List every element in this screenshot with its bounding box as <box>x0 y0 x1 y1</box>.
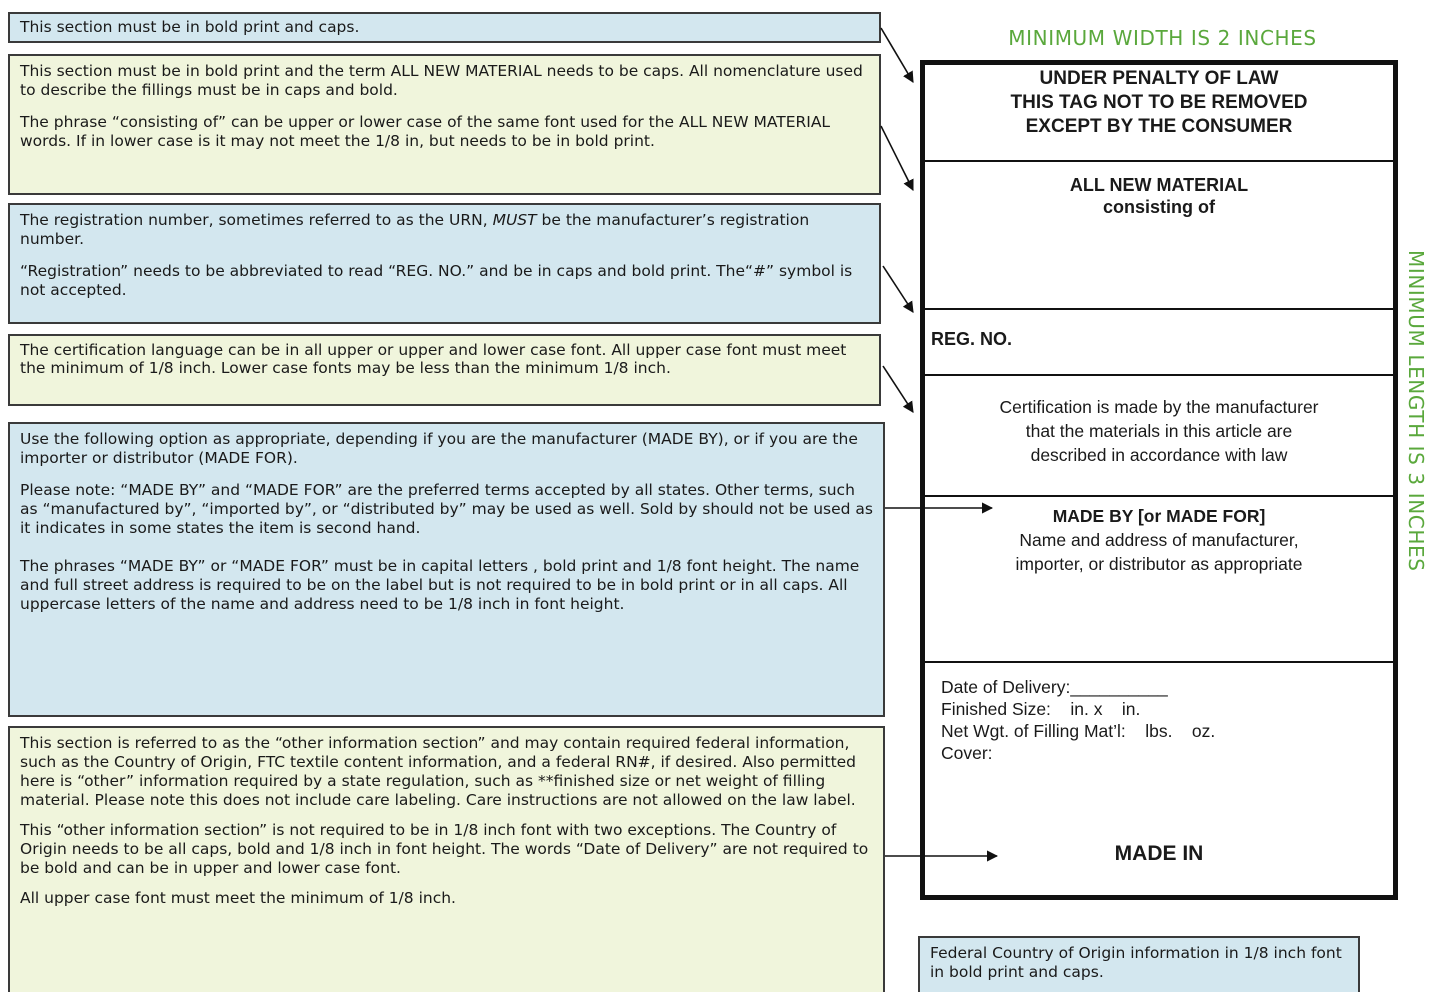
note-country-of-origin-text: Federal Country of Origin information in 1/8 inch font in bold print and caps. <box>930 944 1342 981</box>
tag-material-subtitle: consisting of <box>1103 197 1215 217</box>
tag-cert-line-1: Certification is made by the manufacturer <box>999 397 1319 417</box>
tag-cert-line-3: described in accordance with law <box>1030 445 1288 465</box>
note-registration-text-1a: The registration number, sometimes referred to as the URN, <box>20 211 493 229</box>
min-width-caption: MINIMUM WIDTH IS 2 INCHES <box>1008 26 1317 50</box>
tag-made-by-line-1: Name and address of manufacturer, <box>1019 530 1299 550</box>
arrow-certification <box>883 366 913 412</box>
note-other-info-text-1: This section is referred to as the “other information section” and may contain required federal information, such as the Country of Origin, FTC textile content information, and a federal RN#, if desired. Also permitted here is “other” information required by a state regulation, such as **finished size or net weight of filling material. Please note this does not include care labeling. Care instructions are not allowed on the law label. <box>20 734 857 809</box>
note-other-info-text-2: This “other information section” is not required to be in 1/8 inch font with two exceptions. The Country of Origin needs to be all caps, bold and 1/8 inch in font height. The words “Date of Delivery” are not required to be bold and can be in upper and lower case font. <box>20 821 869 877</box>
note-registration-text-2: “Registration” needs to be abbreviated to read “REG. NO.” and be in caps and bold print. The“#” symbol is not accepted. <box>20 262 853 299</box>
tag-made-by-line-2: importer, or distributor as appropriate <box>1015 554 1303 574</box>
tag-net-weight: Net Wgt. of Filling Mat’l: lbs. oz. <box>941 721 1216 741</box>
tag-cert-line-2: that the materials in this article are <box>1025 421 1293 441</box>
note-made-by-text-1: Use the following option as appropriate, depending if you are the manufacturer (MADE BY), or if you are the importer or distributor (MADE FOR). <box>20 430 858 467</box>
arrow-registration <box>883 266 913 312</box>
note-made-by-text-2: Please note: “MADE BY” and “MADE FOR” are the preferred terms accepted by all states. Other terms, such as “manufactured by”, “imported by”, or “distributed by” may be used as well. Sold by should not be used as it indicates in some states the item is second hand. <box>20 481 873 537</box>
arrow-material <box>881 126 913 190</box>
tag-made-in: MADE IN <box>1114 842 1204 865</box>
note-registration-emphasis: MUST <box>492 211 537 229</box>
min-length-caption: MINIMUM LENGTH IS 3 INCHES <box>1404 250 1428 572</box>
tag-warning-line-2: THIS TAG NOT TO BE REMOVED <box>1010 92 1308 113</box>
note-other-info-text-3: All upper case font must meet the minimum of 1/8 inch. <box>20 889 456 907</box>
note-registration-text-1b: be the manufacturer’s registration number. <box>20 211 810 248</box>
note-warning-text: This section must be in bold print and caps. <box>20 18 360 36</box>
tag-warning-line-1: UNDER PENALTY OF LAW <box>1039 68 1279 89</box>
arrow-warning <box>881 28 913 82</box>
tag-warning-line-3: EXCEPT BY THE CONSUMER <box>1025 116 1293 137</box>
tag-finished-size: Finished Size: in. x in. <box>941 699 1141 719</box>
note-made-by-text-3: The phrases “MADE BY” or “MADE FOR” must be in capital letters , bold print and 1/8 font height. The name and full street address is required to be on the label but is not required to be in bold print or in all caps. All uppercase letters of the name and address need to be 1/8 inch in font height. <box>20 557 860 613</box>
note-material-text-1: This section must be in bold print and the term ALL NEW MATERIAL needs to be caps. All nomenclature used to describe the fillings must be in caps and bold. <box>20 62 863 99</box>
note-certification-text: The certification language can be in all upper or upper and lower case font. All upper case font must meet the minimum of 1/8 inch. Lower case fonts may be less than the minimum 1/8 inch. <box>20 341 847 377</box>
tag-reg-no: REG. NO. <box>931 329 1013 349</box>
tag-date-of-delivery: Date of Delivery:__________ <box>941 677 1168 697</box>
tag-cover: Cover: <box>941 743 993 763</box>
note-material-text-2: The phrase “consisting of” can be upper or lower case of the same font used for the ALL NEW MATERIAL words. If in lower case is it may not meet the 1/8 in, but needs to be in bold print. <box>20 113 831 150</box>
tag-made-by-title: MADE BY [or MADE FOR] <box>1052 506 1266 526</box>
tag-material-title: ALL NEW MATERIAL <box>1069 175 1249 195</box>
